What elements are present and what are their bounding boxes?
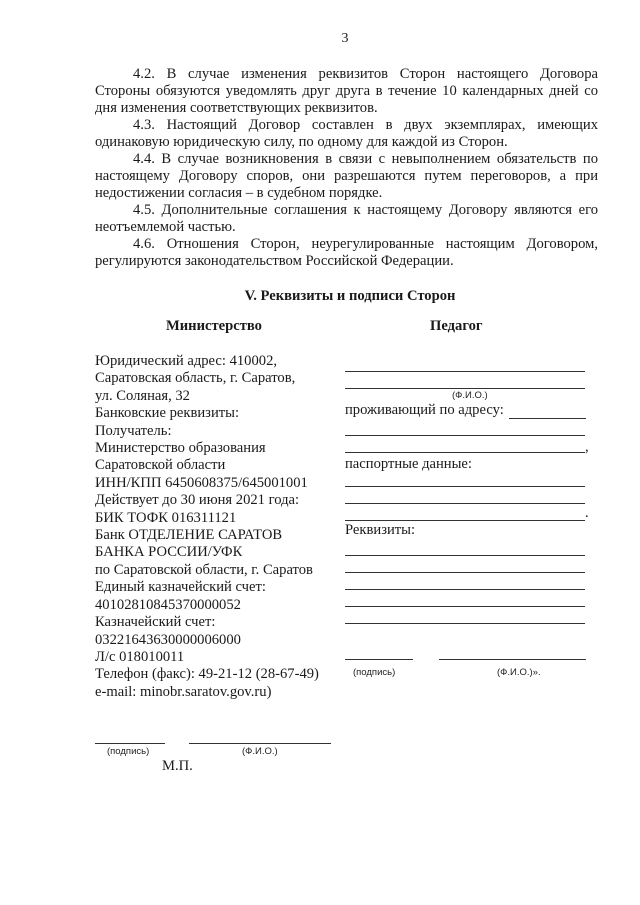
requisites-line-4[interactable] — [345, 606, 585, 607]
ministry-line: ул. Соляная, 32 — [95, 387, 190, 404]
ministry-signature-line[interactable] — [95, 743, 165, 744]
address-line-inline[interactable] — [509, 418, 586, 419]
ministry-line: 40102810845370000052 — [95, 596, 241, 613]
teacher-signature-caption: (подпись) — [353, 667, 396, 678]
paragraph-4-3: 4.3. Настоящий Договор составлен в двух экземплярах, имеющих одинаковую юридическую силу, по одному для каждой из Сторон. — [95, 117, 598, 150]
ministry-line: Получатель: — [95, 422, 172, 439]
ministry-line: Телефон (факс): 49-21-12 (28-67-49) — [95, 666, 319, 683]
ministry-line: Л/с 018010011 — [95, 648, 185, 665]
ministry-line: ИНН/КПП 6450608375/645001001 — [95, 474, 308, 491]
paragraph-4-6: 4.6. Отношения Сторон, неурегулированные настоящим Договором, регулируются законодательством Российской Федерации. — [95, 236, 598, 269]
address-line-2[interactable] — [345, 452, 585, 453]
passport-line-1[interactable] — [345, 486, 585, 487]
passport-line-3[interactable] — [345, 520, 585, 521]
paragraph-4-4: 4.4. В случае возникновения в связи с невыполнением обязательств по настоящему Договору споров, они разрешаются путем переговоров, а при недостижении согласия – в судебном порядке. — [95, 151, 598, 201]
passport-line-2[interactable] — [345, 503, 585, 504]
address-comma: , — [585, 439, 589, 455]
teacher-heading: Педагог — [430, 318, 483, 334]
ministry-line: 03221643630000006000 — [95, 631, 241, 648]
ministry-line: Министерство образования — [95, 440, 266, 457]
teacher-fio-caption: (Ф.И.О.) — [452, 390, 488, 401]
ministry-line: Саратовской области — [95, 457, 226, 474]
page-number: 3 — [341, 31, 349, 46]
ministry-line: Казначейский счет: — [95, 614, 216, 631]
teacher-fio-line[interactable] — [439, 659, 586, 660]
ministry-line: БИК ТОФК 016311121 — [95, 509, 237, 526]
ministry-heading: Министерство — [166, 318, 262, 334]
ministry-line: по Саратовской области, г. Саратов — [95, 561, 313, 578]
requisites-line-2[interactable] — [345, 572, 585, 573]
ministry-line: Единый казначейский счет: — [95, 579, 266, 596]
section-title: V. Реквизиты и подписи Сторон — [244, 288, 456, 304]
ministry-fio-caption: (Ф.И.О.) — [242, 746, 278, 757]
ministry-line: e-mail: minobr.saratov.gov.ru) — [95, 683, 272, 700]
ministry-line: Действует до 30 июня 2021 года: — [95, 492, 300, 509]
ministry-line: Банк ОТДЕЛЕНИЕ САРАТОВ — [95, 527, 283, 544]
ministry-line: Саратовская область, г. Саратов, — [95, 370, 296, 387]
teacher-fio-end-caption: (Ф.И.О.)». — [497, 667, 541, 678]
teacher-name-line-1[interactable] — [345, 371, 585, 372]
address-label: проживающий по адресу: — [345, 402, 504, 418]
ministry-requisites — [95, 353, 345, 701]
requisites-line-1[interactable] — [345, 555, 585, 556]
requisites-line-3[interactable] — [345, 589, 585, 590]
ministry-line: Банковские реквизиты: — [95, 405, 239, 422]
requisites-line-5[interactable] — [345, 623, 585, 624]
ministry-fio-line[interactable] — [189, 743, 331, 744]
paragraph-4-2: 4.2. В случае изменения реквизитов Сторон настоящего Договора Стороны обязуются уведомлять друг друга в течение 10 календарных дней со дня изменения соответствующих реквизитов. — [95, 66, 598, 116]
ministry-line: Юридический адрес: 410002, — [95, 353, 278, 369]
stamp-placeholder: М.П. — [162, 758, 193, 774]
ministry-line: БАНКА РОССИИ/УФК — [95, 544, 243, 561]
paragraph-4-5: 4.5. Дополнительные соглашения к настоящему Договору являются его неотъемлемой частью. — [95, 202, 598, 235]
passport-period: . — [585, 505, 589, 521]
ministry-signature-caption: (подпись) — [107, 746, 150, 757]
passport-label: паспортные данные: — [345, 456, 472, 472]
teacher-signature-line[interactable] — [345, 659, 413, 660]
teacher-name-line-2[interactable] — [345, 388, 585, 389]
requisites-label: Реквизиты: — [345, 522, 416, 538]
address-line-1[interactable] — [345, 435, 585, 436]
